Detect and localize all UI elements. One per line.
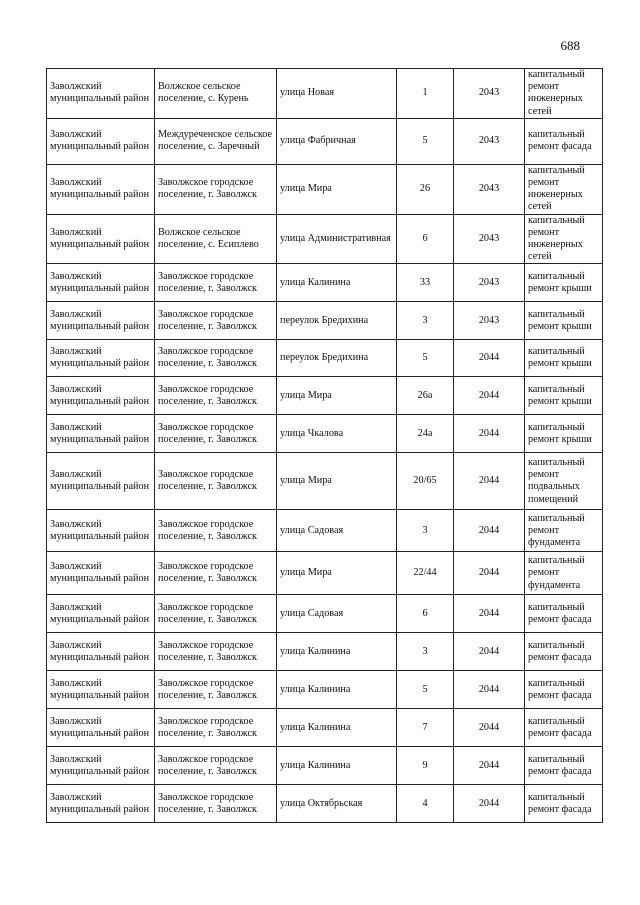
year-cell: 2044 [454, 415, 525, 453]
table-row [47, 377, 603, 415]
house-number-cell: 22/44 [397, 552, 454, 595]
house-number-cell: 5 [397, 340, 454, 377]
table-row [47, 785, 603, 823]
table-row [47, 69, 603, 119]
settlement-cell: Заволжское городское поселение, г. Заволжск [155, 415, 277, 453]
district-cell: Заволжский муниципальный район [47, 264, 155, 302]
street-cell: улица Садовая [277, 595, 397, 633]
settlement-cell: Волжское сельское поселение, с. Есиплево [155, 214, 277, 264]
work-type-cell: капитальный ремонт крыши [525, 302, 603, 340]
street-cell: переулок Бредихина [277, 340, 397, 377]
table-row [47, 595, 603, 633]
table-row [47, 747, 603, 785]
district-cell: Заволжский муниципальный район [47, 340, 155, 377]
house-number-cell: 24а [397, 415, 454, 453]
district-cell: Заволжский муниципальный район [47, 709, 155, 747]
table-row [47, 302, 603, 340]
work-type-cell: капитальный ремонт фасада [525, 747, 603, 785]
work-type-cell: капитальный ремонт фасада [525, 785, 603, 823]
table-row [47, 552, 603, 595]
year-cell: 2043 [454, 214, 525, 264]
table-row [47, 671, 603, 709]
house-number-cell: 9 [397, 747, 454, 785]
settlement-cell: Междуреченское сельское поселение, с. Заречный [155, 118, 277, 164]
work-type-cell: капитальный ремонт инженерных сетей [525, 164, 603, 214]
repair-schedule-table [46, 68, 603, 823]
street-cell: улица Октябрьская [277, 785, 397, 823]
district-cell: Заволжский муниципальный район [47, 785, 155, 823]
work-type-cell: капитальный ремонт фасада [525, 671, 603, 709]
year-cell: 2043 [454, 118, 525, 164]
settlement-cell: Заволжское городское поселение, г. Заволжск [155, 510, 277, 552]
street-cell: улица Калинина [277, 633, 397, 671]
table-body [47, 69, 603, 823]
district-cell: Заволжский муниципальный район [47, 302, 155, 340]
year-cell: 2044 [454, 747, 525, 785]
street-cell: улица Чкалова [277, 415, 397, 453]
house-number-cell: 3 [397, 302, 454, 340]
table-row [47, 118, 603, 164]
settlement-cell: Заволжское городское поселение, г. Заволжск [155, 164, 277, 214]
table-row [47, 340, 603, 377]
street-cell: улица Калинина [277, 671, 397, 709]
district-cell: Заволжский муниципальный район [47, 214, 155, 264]
district-cell: Заволжский муниципальный район [47, 595, 155, 633]
settlement-cell: Заволжское городское поселение, г. Заволжск [155, 785, 277, 823]
year-cell: 2043 [454, 164, 525, 214]
settlement-cell: Волжское сельское поселение, с. Курень [155, 69, 277, 119]
district-cell: Заволжский муниципальный район [47, 633, 155, 671]
work-type-cell: капитальный ремонт инженерных сетей [525, 214, 603, 264]
work-type-cell: капитальный ремонт фасада [525, 118, 603, 164]
page-number: 688 [560, 38, 580, 53]
year-cell: 2044 [454, 453, 525, 510]
house-number-cell: 6 [397, 595, 454, 633]
district-cell: Заволжский муниципальный район [47, 69, 155, 119]
house-number-cell: 5 [397, 118, 454, 164]
house-number-cell: 3 [397, 633, 454, 671]
street-cell: улица Фабричная [277, 118, 397, 164]
settlement-cell: Заволжское городское поселение, г. Заволжск [155, 595, 277, 633]
settlement-cell: Заволжское городское поселение, г. Заволжск [155, 302, 277, 340]
year-cell: 2044 [454, 552, 525, 595]
settlement-cell: Заволжское городское поселение, г. Заволжск [155, 747, 277, 785]
table-row [47, 164, 603, 214]
house-number-cell: 1 [397, 69, 454, 119]
district-cell: Заволжский муниципальный район [47, 118, 155, 164]
house-number-cell: 26 [397, 164, 454, 214]
district-cell: Заволжский муниципальный район [47, 747, 155, 785]
house-number-cell: 26а [397, 377, 454, 415]
street-cell: переулок Бредихина [277, 302, 397, 340]
street-cell: улица Новая [277, 69, 397, 119]
district-cell: Заволжский муниципальный район [47, 164, 155, 214]
work-type-cell: капитальный ремонт подвальных помещений [525, 453, 603, 510]
district-cell: Заволжский муниципальный район [47, 671, 155, 709]
table-row [47, 510, 603, 552]
settlement-cell: Заволжское городское поселение, г. Заволжск [155, 340, 277, 377]
work-type-cell: капитальный ремонт инженерных сетей [525, 69, 603, 119]
table-row [47, 709, 603, 747]
street-cell: улица Калинина [277, 264, 397, 302]
year-cell: 2043 [454, 302, 525, 340]
year-cell: 2044 [454, 510, 525, 552]
work-type-cell: капитальный ремонт крыши [525, 264, 603, 302]
street-cell: улица Калинина [277, 747, 397, 785]
work-type-cell: капитальный ремонт крыши [525, 377, 603, 415]
work-type-cell: капитальный ремонт фундамента [525, 510, 603, 552]
district-cell: Заволжский муниципальный район [47, 415, 155, 453]
street-cell: улица Административная [277, 214, 397, 264]
district-cell: Заволжский муниципальный район [47, 510, 155, 552]
year-cell: 2044 [454, 709, 525, 747]
street-cell: улица Садовая [277, 510, 397, 552]
work-type-cell: капитальный ремонт крыши [525, 340, 603, 377]
house-number-cell: 6 [397, 214, 454, 264]
year-cell: 2043 [454, 264, 525, 302]
settlement-cell: Заволжское городское поселение, г. Заволжск [155, 552, 277, 595]
street-cell: улица Мира [277, 164, 397, 214]
settlement-cell: Заволжское городское поселение, г. Заволжск [155, 633, 277, 671]
house-number-cell: 20/65 [397, 453, 454, 510]
district-cell: Заволжский муниципальный район [47, 552, 155, 595]
year-cell: 2044 [454, 633, 525, 671]
district-cell: Заволжский муниципальный район [47, 377, 155, 415]
table-row [47, 633, 603, 671]
street-cell: улица Калинина [277, 709, 397, 747]
settlement-cell: Заволжское городское поселение, г. Заволжск [155, 377, 277, 415]
work-type-cell: капитальный ремонт фасада [525, 633, 603, 671]
work-type-cell: капитальный ремонт фундамента [525, 552, 603, 595]
year-cell: 2043 [454, 69, 525, 119]
settlement-cell: Заволжское городское поселение, г. Заволжск [155, 671, 277, 709]
work-type-cell: капитальный ремонт крыши [525, 415, 603, 453]
table-row [47, 214, 603, 264]
table-row [47, 415, 603, 453]
year-cell: 2044 [454, 595, 525, 633]
year-cell: 2044 [454, 377, 525, 415]
house-number-cell: 7 [397, 709, 454, 747]
house-number-cell: 33 [397, 264, 454, 302]
house-number-cell: 4 [397, 785, 454, 823]
street-cell: улица Мира [277, 453, 397, 510]
year-cell: 2044 [454, 671, 525, 709]
street-cell: улица Мира [277, 552, 397, 595]
settlement-cell: Заволжское городское поселение, г. Заволжск [155, 709, 277, 747]
year-cell: 2044 [454, 785, 525, 823]
settlement-cell: Заволжское городское поселение, г. Заволжск [155, 453, 277, 510]
house-number-cell: 5 [397, 671, 454, 709]
settlement-cell: Заволжское городское поселение, г. Заволжск [155, 264, 277, 302]
year-cell: 2044 [454, 340, 525, 377]
work-type-cell: капитальный ремонт фасада [525, 709, 603, 747]
district-cell: Заволжский муниципальный район [47, 453, 155, 510]
work-type-cell: капитальный ремонт фасада [525, 595, 603, 633]
street-cell: улица Мира [277, 377, 397, 415]
table-row [47, 264, 603, 302]
house-number-cell: 3 [397, 510, 454, 552]
table-row [47, 453, 603, 510]
